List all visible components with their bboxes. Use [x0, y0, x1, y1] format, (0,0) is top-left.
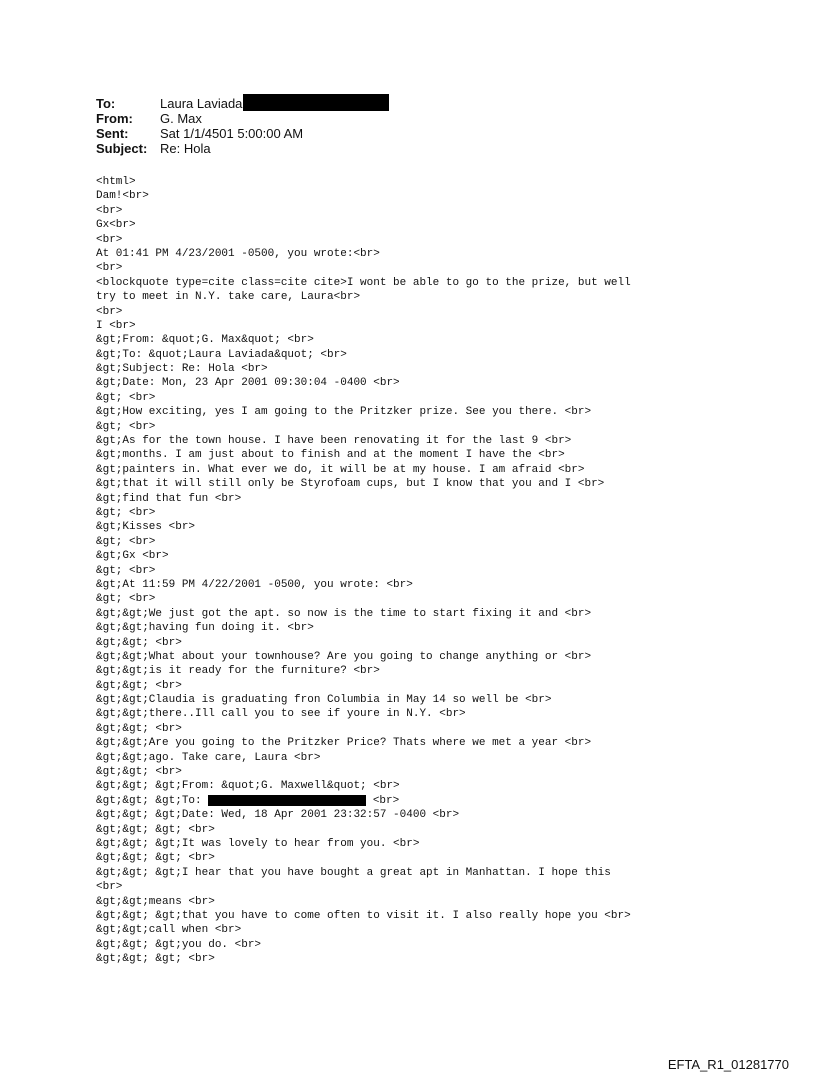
body-line: &gt;&gt;ago. Take care, Laura <br> — [96, 751, 321, 764]
body-line: <blockquote type=cite class=cite cite>I wont be able to go to the prize, but well — [96, 276, 631, 289]
body-line: <html> — [96, 176, 136, 188]
body-line: <br> — [96, 262, 123, 275]
body-line: <br> — [96, 305, 123, 318]
from-label: From: — [96, 111, 133, 126]
subject-label: Subject: — [96, 141, 148, 156]
body-line: &gt;&gt; <br> — [96, 766, 182, 779]
body-line: &gt; <br> — [96, 420, 156, 433]
body-line: &gt; <br> — [96, 593, 156, 606]
body-line: try to meet in N.Y. take care, Laura<br> — [96, 291, 361, 304]
body-line: &gt;&gt; <br> — [96, 636, 182, 649]
body-line: &gt; <br> — [96, 535, 156, 548]
subject-row — [96, 141, 389, 156]
email-body — [96, 175, 746, 966]
body-line: <br> — [96, 881, 123, 894]
body-line: &gt;From: &quot;G. Max&quot; <br> — [96, 334, 314, 347]
body-line: &gt;&gt; &gt;Date: Wed, 18 Apr 2001 23:32:57 -0400 <br> — [96, 809, 460, 822]
redacted-line-prefix: &gt;&gt; &gt;To: — [96, 794, 209, 807]
body-line: &gt;&gt;Are you going to the Pritzker Price? Thats where we met a year <br> — [96, 737, 592, 750]
to-value — [160, 96, 389, 111]
body-line: &gt;Date: Mon, 23 Apr 2001 09:30:04 -0400 <br> — [96, 377, 400, 390]
body-line: <br> — [96, 233, 123, 246]
body-line: &gt;that it will still only be Styrofoam cups, but I know that you and I <br> — [96, 478, 605, 491]
body-line: &gt;At 11:59 PM 4/22/2001 -0500, you wrote: <br> — [96, 578, 413, 591]
body-line: &gt;&gt; &gt;I hear that you have bought a great apt in Manhattan. I hope this — [96, 866, 611, 879]
sent-label: Sent: — [96, 126, 129, 141]
body-line: &gt;&gt;means <br> — [96, 895, 215, 908]
body-line: <br> — [96, 204, 123, 217]
body-line: Gx<br> — [96, 219, 136, 232]
body-line: &gt;Gx <br> — [96, 550, 169, 563]
email-header — [96, 96, 389, 156]
body-line: &gt;&gt; &gt;It was lovely to hear from you. <br> — [96, 837, 420, 850]
body-line: &gt;&gt; <br> — [96, 679, 182, 692]
body-line: I <br> — [96, 319, 136, 332]
body-line: &gt;How exciting, yes I am going to the Pritzker prize. See you there. <br> — [96, 406, 592, 419]
sent-row — [96, 126, 389, 141]
body-line: &gt;Subject: Re: Hola <br> — [96, 363, 268, 376]
body-line: &gt; <br> — [96, 506, 156, 519]
body-line: &gt;&gt; &gt;you do. <br> — [96, 938, 262, 951]
body-line: &gt;As for the town house. I have been renovating it for the last 9 <br> — [96, 435, 572, 448]
subject-value: Re: Hola — [160, 141, 211, 156]
from-row — [96, 111, 389, 126]
body-line: &gt;&gt;there..Ill call you to see if youre in N.Y. <br> — [96, 708, 466, 721]
body-line: &gt;To: &quot;Laura Laviada&quot; <br> — [96, 348, 347, 361]
body-line-redacted — [96, 794, 746, 808]
body-line: &gt;&gt;Claudia is graduating fron Columbia in May 14 so well be <br> — [96, 694, 552, 707]
body-line: &gt;&gt;We just got the apt. so now is the time to start fixing it and <br> — [96, 607, 592, 620]
body-line: &gt;&gt; &gt;From: &quot;G. Maxwell&quot; <br> — [96, 780, 400, 793]
body-line: &gt;&gt; &gt; <br> — [96, 953, 215, 966]
body-line: &gt;painters in. What ever we do, it will be at my house. I am afraid <br> — [96, 463, 585, 476]
body-line: &gt;&gt;call when <br> — [96, 924, 242, 937]
body-line: &gt; <br> — [96, 564, 156, 577]
from-value: G. Max — [160, 111, 202, 126]
body-line: &gt;months. I am just about to finish and at the moment I have the <br> — [96, 449, 565, 462]
body-line: Dam!<br> — [96, 190, 149, 203]
body-line: &gt;Kisses <br> — [96, 521, 196, 534]
body-line: &gt;&gt; &gt; <br> — [96, 852, 215, 865]
to-row — [96, 96, 389, 111]
to-name: Laura Laviada — [160, 96, 243, 111]
body-line: &gt;find that fun <br> — [96, 492, 242, 505]
body-line: &gt;&gt;having fun doing it. <br> — [96, 622, 314, 635]
redaction-box — [243, 94, 389, 111]
to-label: To: — [96, 96, 116, 111]
body-line: &gt;&gt;What about your townhouse? Are you going to change anything or <br> — [96, 650, 592, 663]
redacted-line-suffix: <br> — [366, 794, 400, 807]
sent-value: Sat 1/1/4501 5:00:00 AM — [160, 126, 304, 141]
body-line: &gt; <br> — [96, 391, 156, 404]
body-line: &gt;&gt; &gt; <br> — [96, 823, 215, 836]
document-id: EFTA_R1_01281770 — [667, 1057, 789, 1072]
body-line: &gt;&gt;is it ready for the furniture? <br> — [96, 665, 380, 678]
body-line: At 01:41 PM 4/23/2001 -0500, you wrote:<br> — [96, 247, 380, 260]
redaction-box — [208, 795, 366, 806]
body-line: &gt;&gt; &gt;that you have to come often to visit it. I also really hope you <br> — [96, 909, 631, 922]
body-line: &gt;&gt; <br> — [96, 722, 182, 735]
